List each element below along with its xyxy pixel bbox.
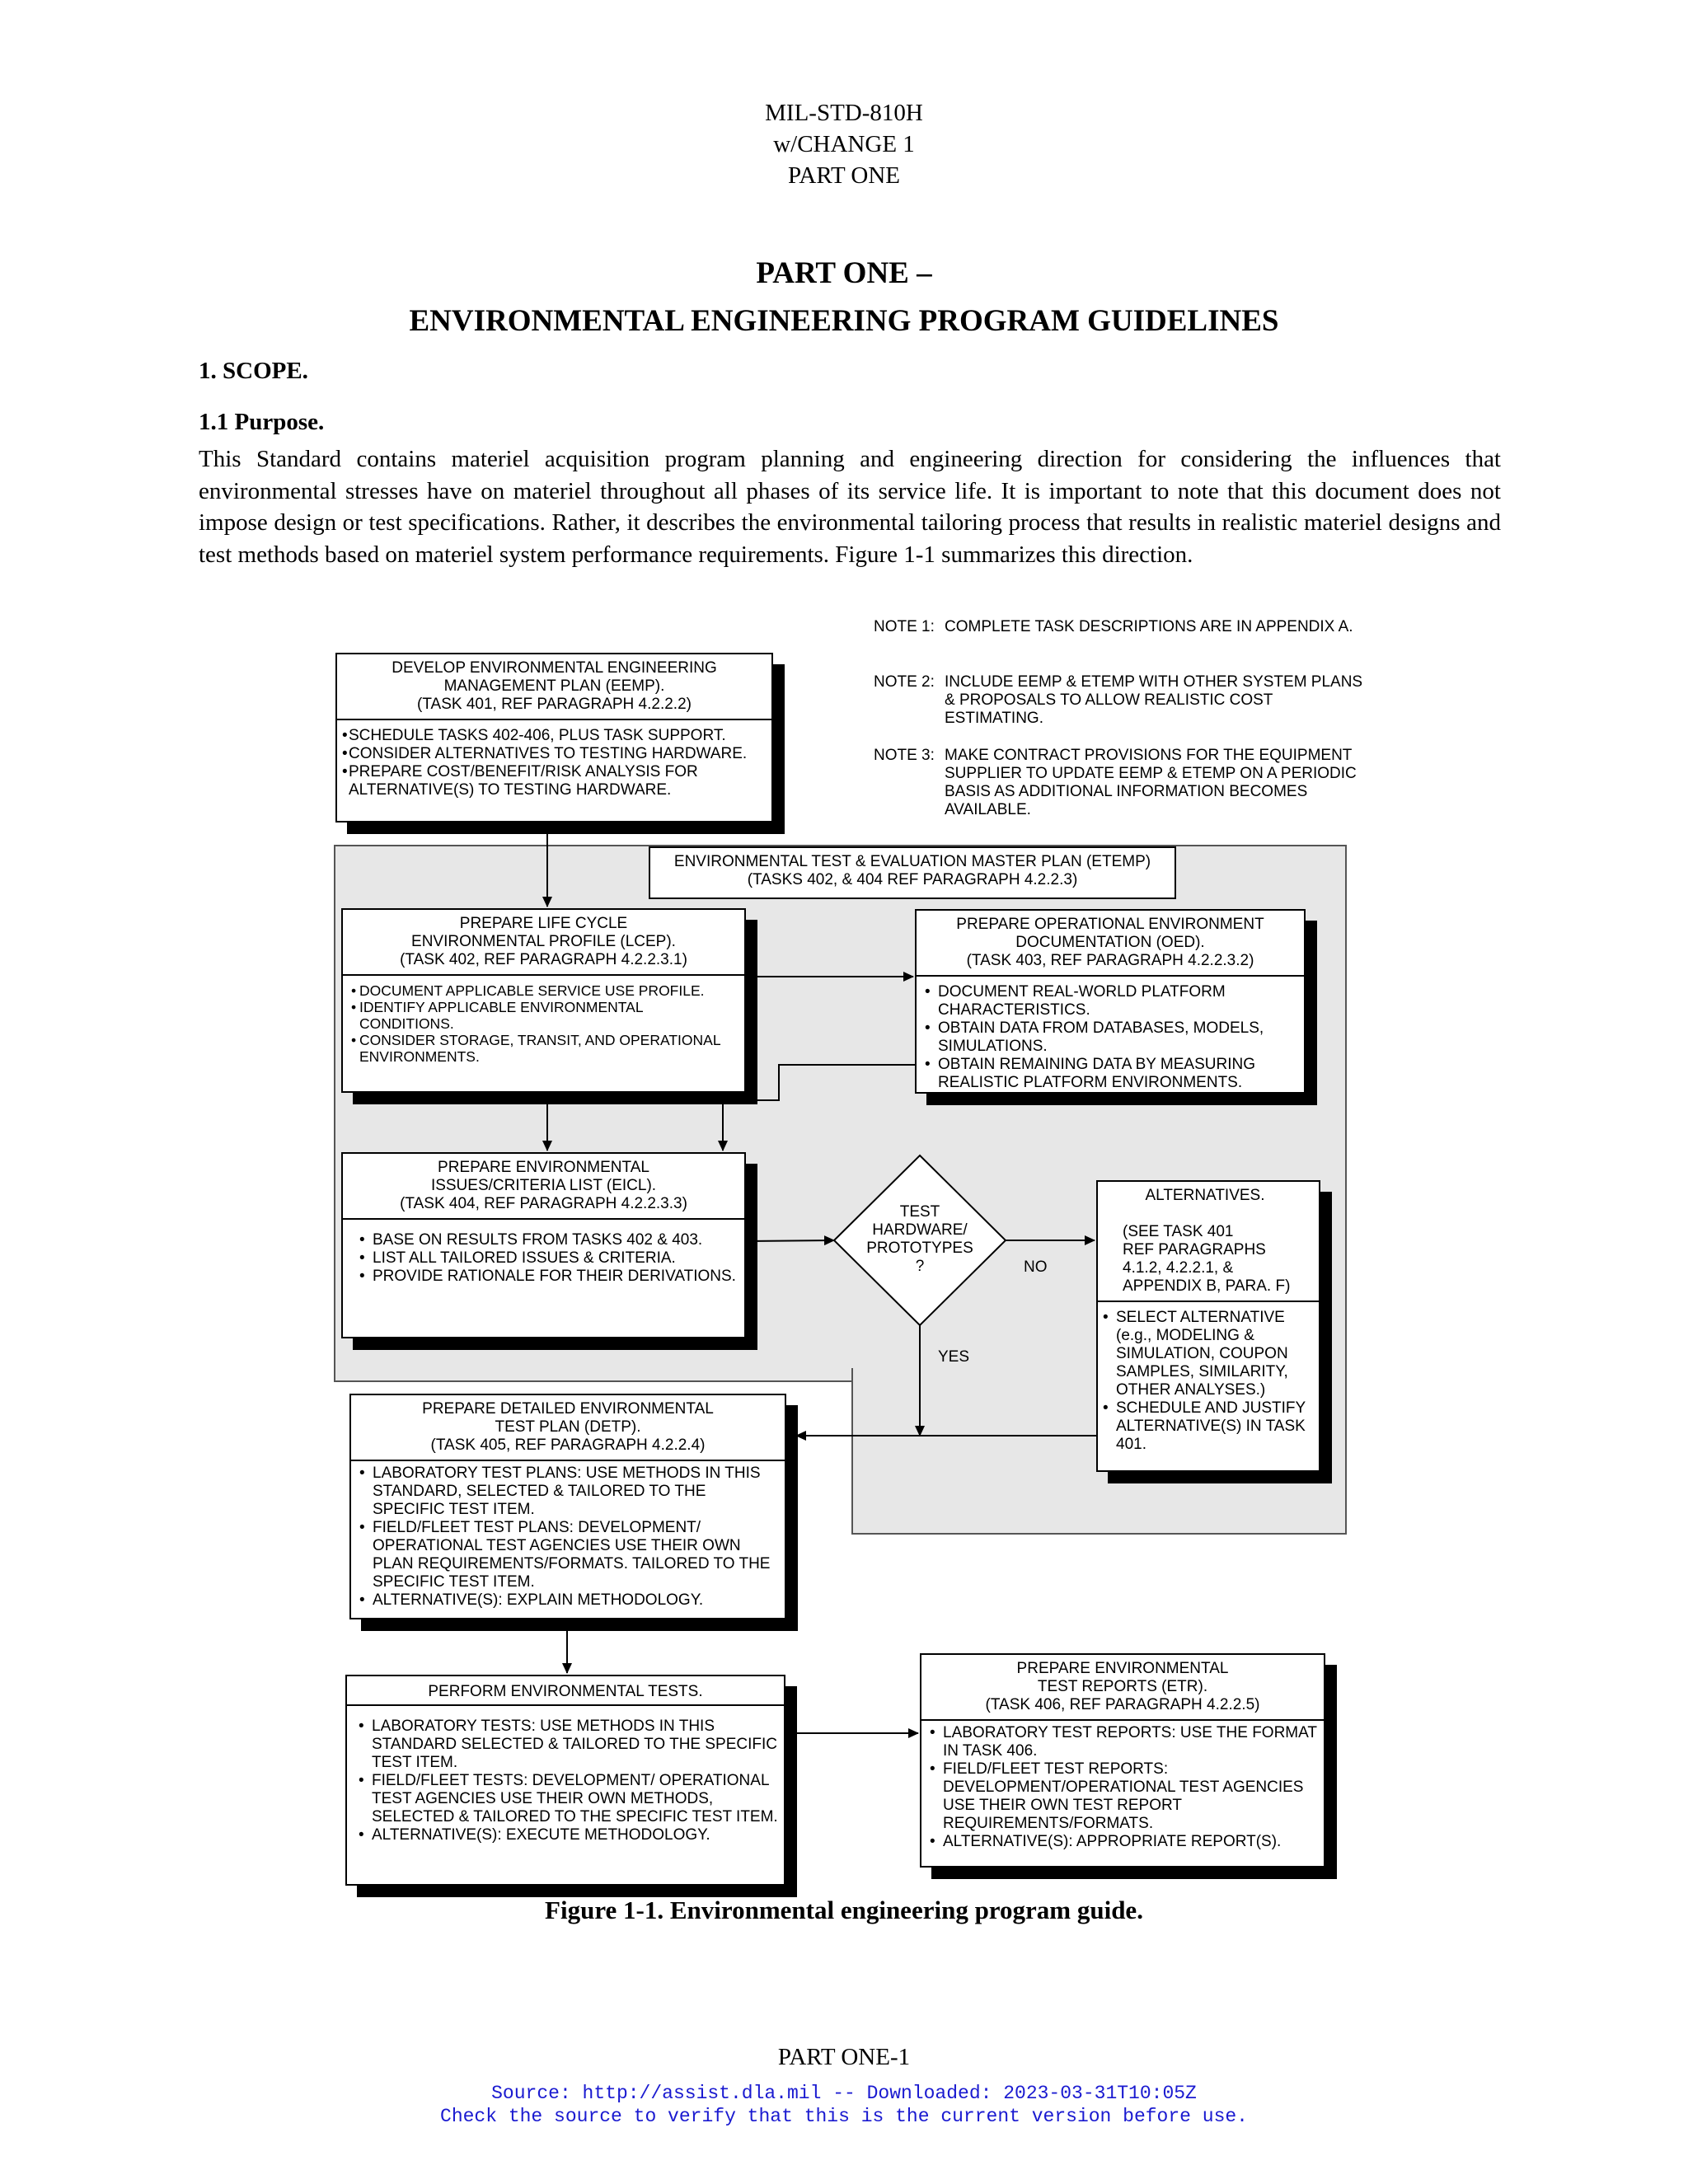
lcep-items [343,976,744,1070]
detp-title [351,1395,785,1461]
title-line: (TASK 406, REF PARAGRAPH 4.2.2.5) [985,1696,1260,1713]
decision-no-label: NO [1024,1258,1048,1276]
alternatives-box [1096,1180,1320,1472]
title-line: ALTERNATIVES. [1145,1187,1265,1204]
title-line: ENVIRONMENTAL TEST & EVALUATION MASTER PLAN (ETEMP) [673,853,1151,870]
oed-box [915,909,1306,1094]
header-change: w/CHANGE 1 [773,131,915,157]
title-line: (TASK 403, REF PARAGRAPH 4.2.2.3.2) [966,952,1254,969]
alternatives-items [1098,1302,1319,1459]
oed-items [917,977,1304,1097]
ref-line: 4.1.2, 4.2.2.1, & [1123,1259,1234,1277]
list-item: • FIELD/FLEET TESTS: DEVELOPMENT/ OPERATIONAL TEST AGENCIES USE THEIR OWN METHODS, SELECTED & TAILORED TO THE SPECIFIC TEST ITEM. [355,1772,779,1826]
list-item: • DOCUMENT APPLICABLE SERVICE USE PROFILE. [348,982,739,999]
list-item: • CONSIDER ALTERNATIVES TO TESTING HARDWARE. [339,745,770,763]
eicl-items [343,1220,744,1291]
title-line: PREPARE DETAILED ENVIRONMENTAL [422,1400,714,1418]
list-item: • ALTERNATIVE(S): EXPLAIN METHODOLOGY. [356,1591,780,1610]
detp-items [351,1461,785,1615]
title-line: (TASK 402, REF PARAGRAPH 4.2.2.3.1) [400,951,687,968]
section-heading-scope: 1. SCOPE. [199,358,308,384]
perform-title [347,1676,784,1706]
lcep-box [341,908,746,1093]
title-line: TEST PLAN (DETP). [495,1418,641,1436]
list-item: • OBTAIN REMAINING DATA BY MEASURING REALISTIC PLATFORM ENVIRONMENTS. [921,1056,1299,1092]
etemp-box [649,846,1176,899]
decision-line: HARDWARE/ [872,1221,968,1239]
note-text: INCLUDE EEMP & ETEMP WITH OTHER SYSTEM PLANS & PROPOSALS TO ALLOW REALISTIC COST ESTIMATING. [945,673,1363,727]
decision-line: ? [915,1258,925,1275]
eemp-items [337,720,771,804]
list-item: • IDENTIFY APPLICABLE ENVIRONMENTAL CONDITIONS. [348,999,739,1032]
title-line: (TASK 405, REF PARAGRAPH 4.2.2.4) [430,1436,706,1454]
title-line: DOCUMENTATION (OED). [1015,934,1205,951]
list-item: • FIELD/FLEET TEST REPORTS: DEVELOPMENT/OPERATIONAL TEST AGENCIES USE THEIR OWN TEST REPORT REQUIREMENTS/FORMATS. [926,1760,1319,1833]
list-item: • SCHEDULE TASKS 402-406, PLUS TASK SUPPORT. [339,727,770,745]
decision-diamond [841,1203,999,1276]
title-line: ENVIRONMENTAL PROFILE (LCEP). [411,933,676,950]
list-item: • LABORATORY TEST REPORTS: USE THE FORMAT IN TASK 406. [926,1724,1319,1760]
list-item: • ALTERNATIVE(S): APPROPRIATE REPORT(S). [926,1833,1319,1851]
decision-yes-label: YES [938,1348,970,1366]
list-item: • PREPARE COST/BENEFIT/RISK ANALYSIS FOR ALTERNATIVE(S) TO TESTING HARDWARE. [339,763,770,799]
title-line: (TASKS 402, & 404 REF PARAGRAPH 4.2.2.3) [747,871,1078,888]
title-line: MANAGEMENT PLAN (EEMP). [443,677,665,695]
title-line: (TASK 401, REF PARAGRAPH 4.2.2.2) [417,696,692,713]
oed-title [917,911,1304,977]
decision-line: PROTOTYPES [866,1240,973,1257]
section-heading-purpose: 1.1 Purpose. [199,409,325,435]
ref-line: APPENDIX B, PARA. F) [1123,1277,1291,1295]
list-item: • BASE ON RESULTS FROM TASKS 402 & 403. [356,1231,739,1249]
ref-line: REF PARAGRAPHS [1123,1241,1266,1258]
note-text: MAKE CONTRACT PROVISIONS FOR THE EQUIPMENT SUPPLIER TO UPDATE EEMP & ETEMP ON A PERIODIC BASIS AS ADDITIONAL INFORMATION BECOMES AVAILABLE. [945,747,1357,818]
decision-line: TEST [899,1203,940,1221]
list-item: • ALTERNATIVE(S): EXECUTE METHODOLOGY. [355,1826,779,1844]
note-label: NOTE 3: [874,747,935,764]
title-line: (TASK 404, REF PARAGRAPH 4.2.2.3.3) [400,1195,687,1212]
list-item: • PROVIDE RATIONALE FOR THEIR DERIVATIONS. [356,1268,739,1286]
ref-line: (SEE TASK 401 [1123,1223,1234,1240]
list-item: • LABORATORY TEST PLANS: USE METHODS IN THIS STANDARD, SELECTED & TAILORED TO THE SPECIFIC TEST ITEM. [356,1465,780,1519]
title-line: PREPARE OPERATIONAL ENVIRONMENT [956,916,1264,933]
title-line: PERFORM ENVIRONMENTAL TESTS. [428,1683,703,1700]
note-label: NOTE 2: [874,673,935,691]
part-subtitle: ENVIRONMENTAL ENGINEERING PROGRAM GUIDELINES [409,304,1279,338]
purpose-paragraph: This Standard contains materiel acquisition program planning and engineering direction for considering the influences that environmental stresses have on materiel throughout all phases of its service life. It is important to note that this document does not impose design or test specifications. Rather, it describes the environmental tailoring process that results in realistic materiel designs and test methods based on materiel system performance requirements. Figure 1-1 summarizes this direction. [199,446,1501,568]
note-label: NOTE 1: [874,618,935,635]
list-item: • OBTAIN DATA FROM DATABASES, MODELS, SIMULATIONS. [921,1019,1299,1056]
list-item: • LIST ALL TAILORED ISSUES & CRITERIA. [356,1249,739,1268]
header-doc-id: MIL-STD-810H [765,100,923,126]
source-line: Source: http://assist.dla.mil -- Downloaded: 2023-03-31T10:05Z [491,2083,1197,2104]
etr-items [921,1721,1324,1856]
title-line: PREPARE LIFE CYCLE [459,915,628,932]
figure-caption: Figure 1-1. Environmental engineering program guide. [545,1896,1143,1924]
title-line: PREPARE ENVIRONMENTAL [1016,1660,1229,1677]
list-item: • FIELD/FLEET TEST PLANS: DEVELOPMENT/ OPERATIONAL TEST AGENCIES USE THEIR OWN PLAN REQUIREMENTS/FORMATS. TAILORED TO THE SPECIFIC TEST ITEM. [356,1519,780,1591]
note-text: COMPLETE TASK DESCRIPTIONS ARE IN APPENDIX A. [945,618,1353,635]
page-number: PART ONE-1 [777,2044,911,2070]
source-warning: Check the source to verify that this is the current version before use. [440,2106,1248,2127]
list-item: • LABORATORY TESTS: USE METHODS IN THIS STANDARD SELECTED & TAILORED TO THE SPECIFIC TEST ITEM. [355,1718,779,1772]
eemp-title [337,654,771,720]
perform-box [345,1675,785,1886]
lcep-title [343,910,744,976]
eicl-title [343,1154,744,1220]
eicl-box [341,1152,746,1338]
list-item: • SCHEDULE AND JUSTIFY ALTERNATIVE(S) IN TASK 401. [1100,1399,1319,1454]
title-line: PREPARE ENVIRONMENTAL [438,1159,649,1176]
list-item: • DOCUMENT REAL-WORLD PLATFORM CHARACTERISTICS. [921,983,1299,1019]
etr-box [920,1653,1325,1868]
title-line: ISSUES/CRITERIA LIST (EICL). [430,1177,657,1194]
eemp-box [335,653,773,823]
detp-box [349,1394,786,1619]
etr-title [921,1655,1324,1721]
header-part: PART ONE [787,162,901,189]
title-line: DEVELOP ENVIRONMENTAL ENGINEERING [392,659,717,677]
alternatives-title [1098,1182,1319,1302]
list-item: • CONSIDER STORAGE, TRANSIT, AND OPERATIONAL ENVIRONMENTS. [348,1032,739,1065]
list-item: • SELECT ALTERNATIVE (e.g., MODELING & SIMULATION, COUPON SAMPLES, SIMILARITY, OTHER ANALYSES.) [1100,1309,1319,1399]
part-title: PART ONE – [756,256,932,290]
perform-items [347,1706,784,1849]
title-line: TEST REPORTS (ETR). [1037,1678,1208,1695]
